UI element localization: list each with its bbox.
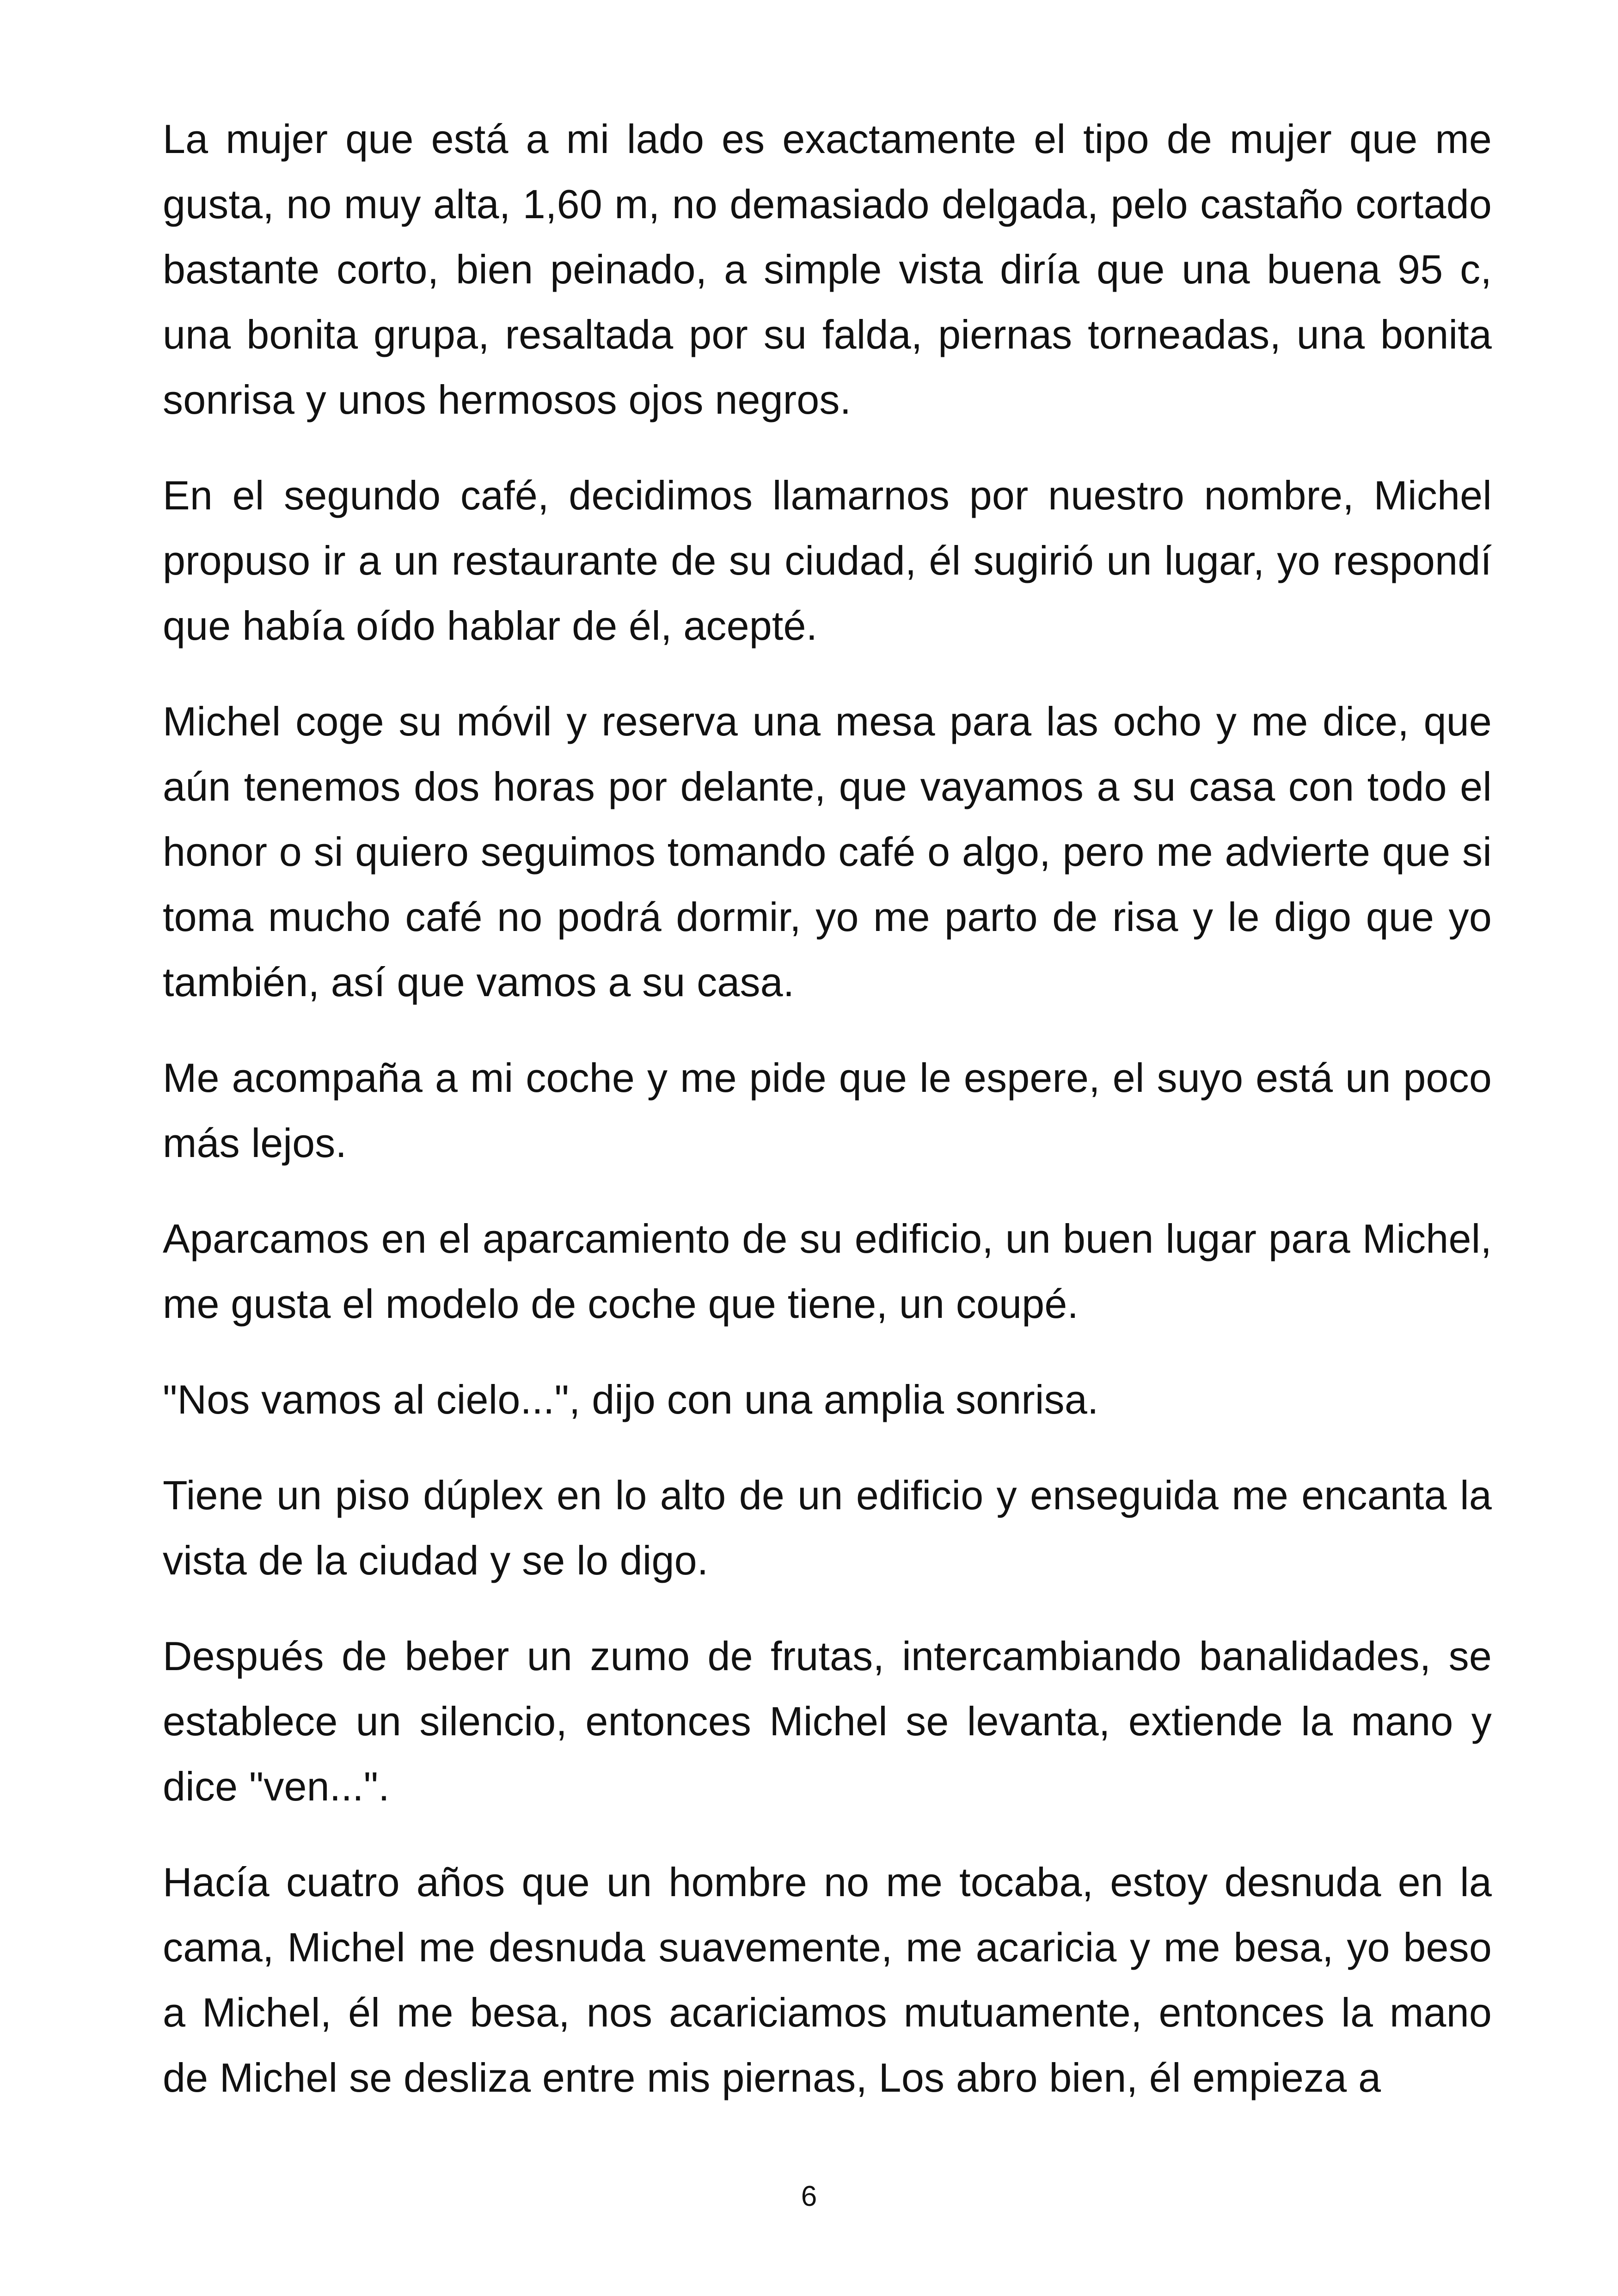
paragraph-8: Después de beber un zumo de frutas, intercambiando banalidades, se establece un silencio, entonces Michel se levanta, extiende la mano y dice "ven...".	[163, 1633, 1492, 1809]
paragraph-1: La mujer que está a mi lado es exactamente el tipo de mujer que me gusta, no muy alta, 1,60 m, no demasiado delgada, pelo castaño cortado bastante corto, bien peinado, a simple vista diría que una buena 95 c, una bonita grupa, resaltada por su falda, piernas torneadas, una bonita sonrisa y unos hermosos ojos negros.	[163, 116, 1492, 422]
page-number: 6	[801, 2180, 817, 2212]
paragraph-3: Michel coge su móvil y reserva una mesa para las ocho y me dice, que aún tenemos dos horas por delante, que vayamos a su casa con todo el honor o si quiero seguimos tomando café o algo, pero me advierte que si toma mucho café no podrá dormir, yo me parto de risa y le digo que yo también, así que vamos a su casa.	[163, 698, 1492, 1005]
paragraph-2: En el segundo café, decidimos llamarnos por nuestro nombre, Michel propuso ir a un restaurante de su ciudad, él sugirió un lugar, yo respondí que había oído hablar de él, acepté.	[163, 472, 1492, 649]
paragraph-7: Tiene un piso dúplex en lo alto de un edificio y enseguida me encanta la vista de la ciudad y se lo digo.	[163, 1472, 1492, 1583]
paragraph-6: "Nos vamos al cielo...", dijo con una amplia sonrisa.	[163, 1377, 1099, 1422]
body-text	[163, 106, 1492, 2141]
paragraph-4: Me acompaña a mi coche y me pide que le espere, el suyo está un poco más lejos.	[163, 1055, 1492, 1166]
paragraph-9: Hacía cuatro años que un hombre no me tocaba, estoy desnuda en la cama, Michel me desnuda suavemente, me acaricia y me besa, yo beso a Michel, él me besa, nos acariciamos mutuamente, entonces la mano de Michel se desliza entre mis piernas, Los abro bien, él empieza a	[163, 1859, 1492, 2100]
paragraph-5: Aparcamos en el aparcamiento de su edificio, un buen lugar para Michel, me gusta el modelo de coche que tiene, un coupé.	[163, 1216, 1492, 1327]
